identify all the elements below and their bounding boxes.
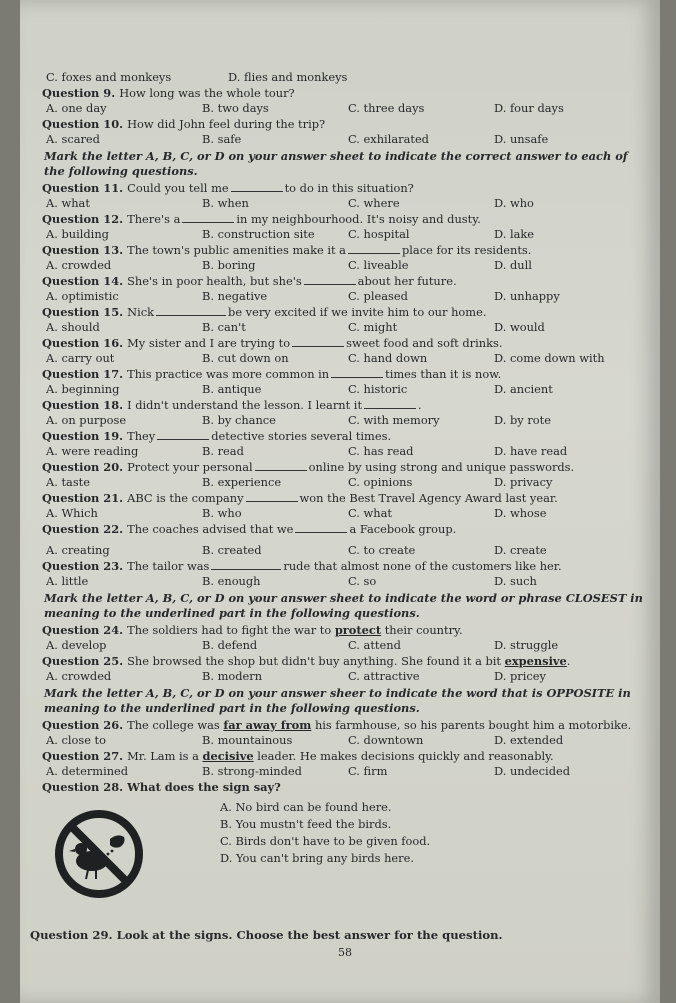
option-b: B. who — [202, 506, 242, 520]
question-12-options — [40, 227, 655, 243]
option-a: A. beginning — [46, 382, 120, 396]
underlined-word: expensive — [504, 653, 567, 668]
question-14 — [40, 274, 655, 290]
option-b: B. created — [202, 543, 262, 557]
option-d: D. such — [494, 574, 537, 588]
question-17 — [40, 367, 655, 383]
question-number: Question 21. — [42, 490, 124, 505]
option-d: D. pricey — [494, 669, 546, 683]
option-d: D. unsafe — [494, 132, 549, 146]
option-c: C. where — [348, 196, 400, 210]
textbook-page — [20, 0, 660, 1003]
option-b: B. read — [202, 444, 244, 458]
question-text: My sister and I are trying to — [127, 335, 291, 350]
option-b: B. defend — [202, 638, 258, 652]
option-a: A. No bird can be found here. — [220, 800, 392, 814]
question-number: Question 20. — [42, 459, 124, 474]
question-text: How long was the whole tour? — [119, 85, 295, 100]
question-number: Question 26. — [42, 717, 124, 732]
question-number: Question 15. — [42, 304, 124, 319]
answer-blank — [246, 491, 298, 502]
question-text: ABC is the company — [127, 490, 244, 505]
answer-blank — [331, 367, 383, 378]
question-text: their country. — [384, 622, 463, 637]
option-b: B. mountainous — [202, 733, 293, 747]
option-d: D. have read — [494, 444, 568, 458]
option-a: A. Which — [46, 506, 98, 520]
question-number: Question 14. — [42, 273, 124, 288]
option-b: B. can't — [202, 320, 246, 334]
question-number: Question 19. — [42, 428, 124, 443]
question-text: Could you tell me — [127, 180, 229, 195]
option-a: A. develop — [46, 638, 107, 652]
option-c: C. opinions — [348, 475, 413, 489]
option-d: D. who — [494, 196, 534, 210]
question-17-options — [40, 382, 655, 398]
answer-blank — [156, 305, 226, 316]
option-d: D. You can't bring any birds here. — [220, 851, 414, 865]
option-c: C. three days — [348, 101, 425, 115]
question-text: The tailor was — [127, 558, 210, 573]
question-text: won the Best Travel Agency Award last year. — [299, 490, 558, 505]
question-text: online by using strong and unique passwords. — [308, 459, 575, 474]
question-9-options — [40, 101, 655, 117]
question-text: to do in this situation? — [284, 180, 414, 195]
question-number: Question 27. — [42, 748, 124, 763]
option-c: C. historic — [348, 382, 408, 396]
question-26 — [40, 718, 655, 734]
option-d: D. lake — [494, 227, 535, 241]
question-text: She browsed the shop but didn't buy anything. She found it a bit — [127, 653, 502, 668]
question-text: What does the sign say? — [127, 779, 281, 794]
option-a: A. scared — [46, 132, 100, 146]
question-text: There's a — [127, 211, 181, 226]
answer-blank — [231, 181, 283, 192]
question-number: Question 12. — [42, 211, 124, 226]
question-22 — [40, 522, 655, 538]
option-c: C. downtown — [348, 733, 424, 747]
question-text: sweet food and soft drinks. — [346, 335, 503, 350]
option-c: C. exhilarated — [348, 132, 429, 146]
question-11 — [40, 181, 655, 197]
answer-blank — [182, 212, 234, 223]
question-24 — [40, 623, 655, 639]
option-a: A. one day — [46, 101, 107, 115]
question-text: in my neighbourhood. It's noisy and dusty. — [236, 211, 481, 226]
option-a: A. were reading — [46, 444, 139, 458]
exercise-content — [40, 70, 655, 913]
option-a: A. crowded — [46, 258, 112, 272]
option-d: D. come down with — [494, 351, 605, 365]
option-a: A. creating — [46, 543, 110, 557]
question-21-options — [40, 506, 655, 522]
option-b: B. You mustn't feed the birds. — [220, 817, 392, 831]
option-c: C. so — [348, 574, 377, 588]
instruction-opposite-meaning: Mark the letter A, B, C, or D on your answer sheer to indicate the word that is OPPOSITE in meaning to the underlined part in the following questions. — [44, 685, 631, 715]
no-feeding-birds-sign-icon — [54, 809, 144, 899]
option-d: D. undecided — [494, 764, 571, 778]
option-c: C. with memory — [348, 413, 440, 427]
question-text: his farmhouse, so his parents bought him a motorbike. — [314, 717, 632, 732]
question-text: a Facebook group. — [349, 521, 457, 536]
question-28 — [40, 780, 655, 796]
option-b: B. modern — [202, 669, 263, 683]
question-12 — [40, 212, 655, 228]
option-c: C. attractive — [348, 669, 420, 683]
question-27-options — [40, 764, 655, 780]
question-14-options — [40, 289, 655, 305]
question-13 — [40, 243, 655, 259]
answer-blank — [211, 559, 281, 570]
question-27 — [40, 749, 655, 765]
question-19-options — [40, 444, 655, 460]
question-text: How did John feel during the trip? — [127, 116, 326, 131]
option-c: C. to create — [348, 543, 416, 557]
question-number: Question 16. — [42, 335, 124, 350]
question-18-options — [40, 413, 655, 429]
question-11-options — [40, 196, 655, 212]
question-number: Question 11. — [42, 180, 124, 195]
question-text: . — [566, 653, 571, 668]
page-number: 58 — [338, 946, 352, 959]
question-number: Question 18. — [42, 397, 124, 412]
top-options — [40, 70, 655, 86]
option-b: B. boring — [202, 258, 256, 272]
option-c: C. foxes and monkeys — [46, 70, 172, 84]
instruction-closest-meaning: Mark the letter A, B, C, or D on your answer sheet to indicate the word or phrase CLOSEST in meaning to the underlined part in the following questions. — [44, 590, 643, 620]
option-c: C. what — [348, 506, 393, 520]
question-25-options — [40, 669, 655, 685]
option-c: C. liveable — [348, 258, 409, 272]
question-number: Question 24. — [42, 622, 124, 637]
question-19 — [40, 429, 655, 445]
question-text: I didn't understand the lesson. I learnt it — [127, 397, 363, 412]
question-text: place for its residents. — [401, 242, 532, 257]
option-b: B. enough — [202, 574, 261, 588]
question-20-options — [40, 475, 655, 491]
question-text: She's in poor health, but she's — [127, 273, 302, 288]
option-b: B. strong-minded — [202, 764, 302, 778]
question-text: Protect your personal — [127, 459, 253, 474]
option-a: A. what — [46, 196, 90, 210]
question-21 — [40, 491, 655, 507]
question-13-options — [40, 258, 655, 274]
option-c: C. pleased — [348, 289, 408, 303]
option-d: D. flies and monkeys — [228, 70, 348, 84]
option-b: B. negative — [202, 289, 268, 303]
option-b: B. safe — [202, 132, 242, 146]
question-text: Mr. Lam is a — [127, 748, 199, 763]
option-d: D. four days — [494, 101, 564, 115]
question-text: The college was — [127, 717, 220, 732]
question-16 — [40, 336, 655, 352]
question-24-options — [40, 638, 655, 654]
question-28-body — [40, 795, 655, 913]
question-15 — [40, 305, 655, 321]
question-26-options — [40, 733, 655, 749]
option-a: A. close to — [46, 733, 106, 747]
option-d: D. create — [494, 543, 547, 557]
option-d: D. ancient — [494, 382, 553, 396]
question-number: Question 9. — [42, 85, 116, 100]
question-text: detective stories several times. — [211, 428, 392, 443]
question-number: Question 23. — [42, 558, 124, 573]
question-number: Question 28. — [42, 779, 124, 794]
question-text: . — [418, 397, 422, 412]
instruction-correct-answer: Mark the letter A, B, C, or D on your answer sheet to indicate the correct answer to each of the following questions. — [44, 148, 628, 178]
question-number: Question 10. — [42, 116, 124, 131]
option-b: B. when — [202, 196, 249, 210]
option-b: B. two days — [202, 101, 269, 115]
option-c: C. Birds don't have to be given food. — [220, 834, 431, 848]
question-18 — [40, 398, 655, 414]
question-number: Question 17. — [42, 366, 124, 381]
answer-blank — [157, 429, 209, 440]
option-a: A. building — [46, 227, 109, 241]
answer-blank — [292, 336, 344, 347]
question-9 — [40, 86, 655, 102]
option-d: D. privacy — [494, 475, 553, 489]
option-c: C. has read — [348, 444, 414, 458]
option-d: D. struggle — [494, 638, 559, 652]
option-d: D. by rote — [494, 413, 551, 427]
question-text: The soldiers had to fight the war to — [127, 622, 332, 637]
question-number: Question 25. — [42, 653, 124, 668]
question-text: The town's public amenities make it a — [127, 242, 346, 257]
question-text: be very excited if we invite him to our home. — [228, 304, 487, 319]
question-text: This practice was more common in — [127, 366, 330, 381]
option-d: D. unhappy — [494, 289, 560, 303]
option-d: D. dull — [494, 258, 532, 272]
option-c: C. hospital — [348, 227, 410, 241]
option-c: C. attend — [348, 638, 401, 652]
option-d: D. extended — [494, 733, 564, 747]
question-29: Question 29. Look at the signs. Choose the best answer for the question. — [30, 928, 503, 942]
answer-blank — [295, 522, 347, 533]
question-text: times than it is now. — [385, 366, 502, 381]
option-d: D. would — [494, 320, 545, 334]
question-number: Question 13. — [42, 242, 124, 257]
option-a: A. little — [46, 574, 89, 588]
question-16-options — [40, 351, 655, 367]
option-a: A. carry out — [46, 351, 115, 365]
underlined-word: decisive — [202, 748, 254, 763]
question-10-options — [40, 132, 655, 148]
option-b: B. antique — [202, 382, 262, 396]
question-text: The coaches advised that we — [127, 521, 294, 536]
question-10 — [40, 117, 655, 133]
question-number: Question 22. — [42, 521, 124, 536]
option-d: D. whose — [494, 506, 547, 520]
option-c: C. hand down — [348, 351, 428, 365]
question-text: They — [127, 428, 156, 443]
question-22-options — [40, 543, 655, 559]
option-a: A. determined — [46, 764, 129, 778]
question-23 — [40, 559, 655, 575]
question-25 — [40, 654, 655, 670]
question-text: rude that almost none of the customers like her. — [283, 558, 562, 573]
option-b: B. construction site — [202, 227, 315, 241]
option-a: A. taste — [46, 475, 90, 489]
option-a: A. optimistic — [46, 289, 119, 303]
option-b: B. experience — [202, 475, 282, 489]
answer-blank — [304, 274, 356, 285]
option-b: B. cut down on — [202, 351, 289, 365]
question-text: leader. He makes decisions quickly and reasonably. — [257, 748, 554, 763]
option-b: B. by chance — [202, 413, 276, 427]
question-text: about her future. — [357, 273, 457, 288]
underlined-word: protect — [334, 622, 382, 637]
option-a: A. on purpose — [46, 413, 127, 427]
question-15-options — [40, 320, 655, 336]
option-a: A. should — [46, 320, 100, 334]
question-23-options — [40, 574, 655, 590]
answer-blank — [348, 243, 400, 254]
underlined-word: far away from — [223, 717, 312, 732]
answer-blank — [364, 398, 416, 409]
option-c: C. might — [348, 320, 398, 334]
answer-blank — [255, 460, 307, 471]
question-28-options — [220, 799, 430, 867]
option-a: A. crowded — [46, 669, 112, 683]
question-text: Nick — [127, 304, 155, 319]
option-c: C. firm — [348, 764, 388, 778]
question-20 — [40, 460, 655, 476]
